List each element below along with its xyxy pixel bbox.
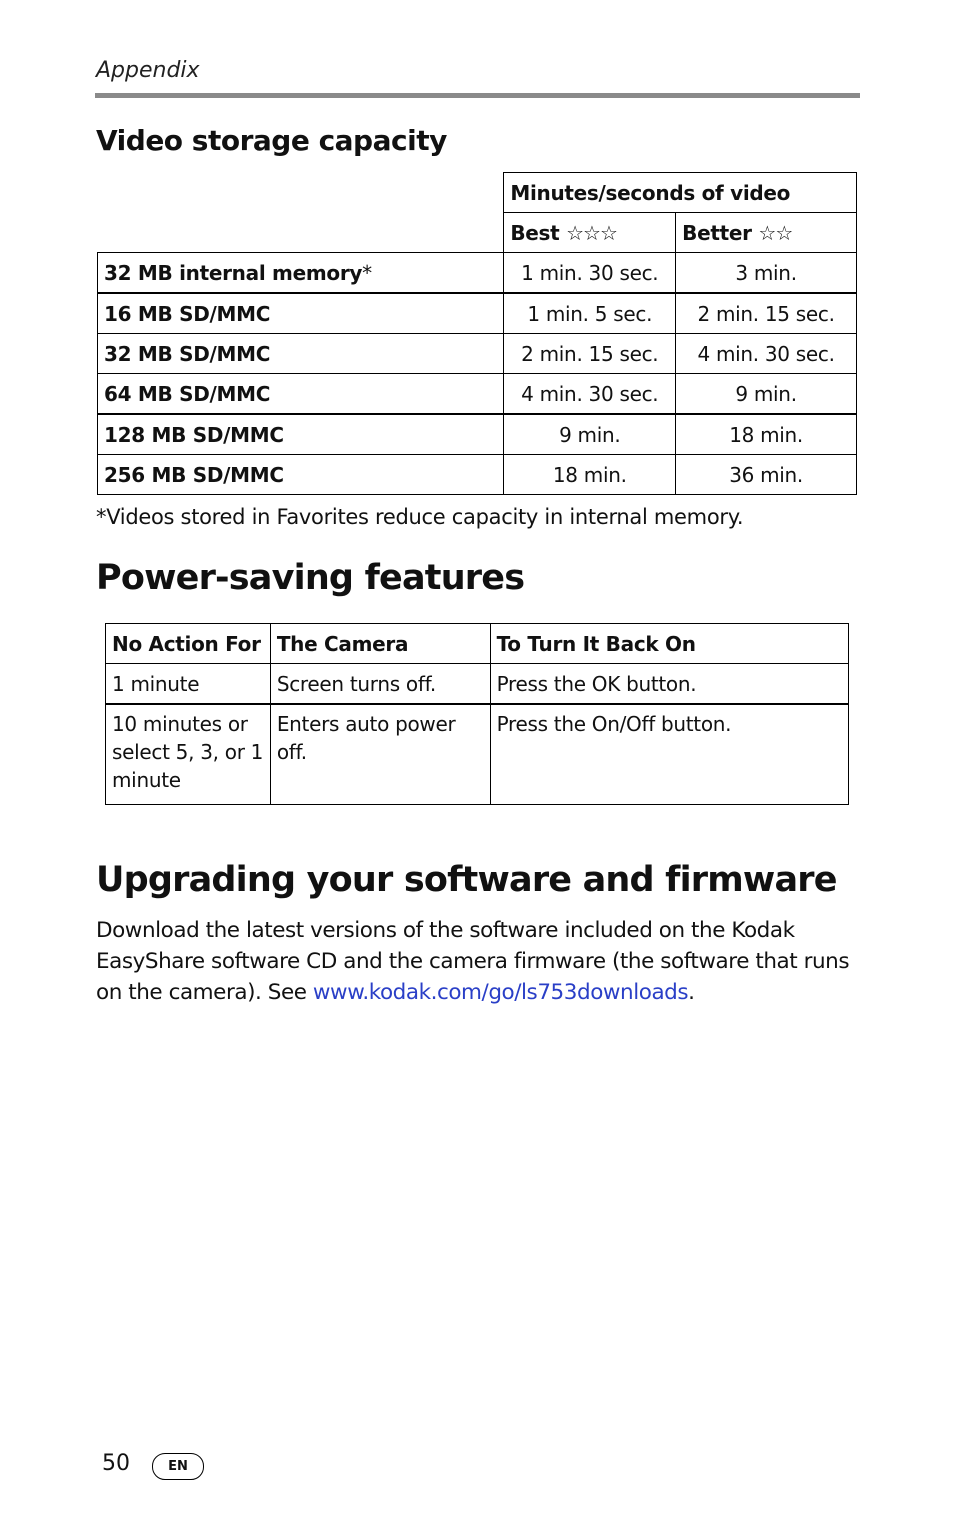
better-value: 3 min. — [676, 253, 857, 294]
upgrading-heading: Upgrading your software and firmware — [96, 860, 837, 900]
power-saving-table — [105, 623, 849, 805]
table-row — [98, 455, 857, 495]
upgrading-text: Download the latest versions of the software included on the Kodak EasyShare software CD and the camera firmware (the software that runs on the camera). See — [96, 918, 850, 1005]
header-rule — [95, 93, 860, 98]
better-value: 36 min. — [676, 455, 857, 495]
best-value: 18 min. — [504, 455, 676, 495]
table-row — [98, 293, 857, 334]
better-value: 4 min. 30 sec. — [676, 334, 857, 374]
better-value: 18 min. — [676, 414, 857, 455]
language-badge: EN — [152, 1453, 204, 1480]
row-label: 16 MB SD/MMC — [98, 293, 504, 334]
table-cell: 1 minute — [106, 664, 271, 705]
best-value: 1 min. 5 sec. — [504, 293, 676, 334]
storage-footnote: *Videos stored in Favorites reduce capacity in internal memory. — [96, 505, 744, 529]
upgrading-paragraph — [96, 915, 866, 1008]
section-label: Appendix — [96, 58, 200, 83]
group-header: Minutes/seconds of video — [504, 173, 857, 213]
table-row — [98, 414, 857, 455]
downloads-link[interactable]: www.kodak.com/go/ls753downloads — [312, 980, 689, 1005]
better-value: 2 min. 15 sec. — [676, 293, 857, 334]
best-value: 1 min. 30 sec. — [504, 253, 676, 294]
col-header: No Action For — [106, 624, 271, 664]
row-label: 32 MB internal memory — [104, 260, 363, 285]
three-star-icon: ☆☆☆ — [566, 220, 617, 245]
table-cell: Press the On/Off button. — [490, 704, 848, 805]
table-row — [106, 704, 849, 805]
col-best-label: Best — [510, 220, 560, 245]
table-cell: Press the OK button. — [490, 664, 848, 705]
row-label: 64 MB SD/MMC — [98, 374, 504, 415]
table-row — [98, 334, 857, 374]
table-row — [98, 374, 857, 415]
row-label: 256 MB SD/MMC — [98, 455, 504, 495]
best-value: 4 min. 30 sec. — [504, 374, 676, 415]
table-cell: Enters auto power off. — [270, 704, 490, 805]
col-header: To Turn It Back On — [490, 624, 848, 664]
row-label: 32 MB SD/MMC — [98, 334, 504, 374]
col-header: The Camera — [270, 624, 490, 664]
video-storage-table — [97, 172, 857, 495]
video-storage-heading: Video storage capacity — [96, 124, 447, 157]
col-better-header — [676, 213, 857, 253]
table-cell: 10 minutes or select 5, 3, or 1 minute — [106, 704, 271, 805]
power-saving-heading: Power-saving features — [96, 558, 525, 598]
better-value: 9 min. — [676, 374, 857, 415]
upgrading-text-end: . — [688, 980, 695, 1005]
col-better-label: Better — [682, 220, 752, 245]
row-label: 128 MB SD/MMC — [98, 414, 504, 455]
col-best-header — [504, 213, 676, 253]
row-note: * — [362, 260, 372, 285]
best-value: 2 min. 15 sec. — [504, 334, 676, 374]
two-star-icon: ☆☆ — [758, 220, 793, 245]
best-value: 9 min. — [504, 414, 676, 455]
table-row — [98, 253, 857, 294]
table-row — [106, 664, 849, 705]
table-cell: Screen turns off. — [270, 664, 490, 705]
page-number: 50 — [102, 1451, 130, 1476]
